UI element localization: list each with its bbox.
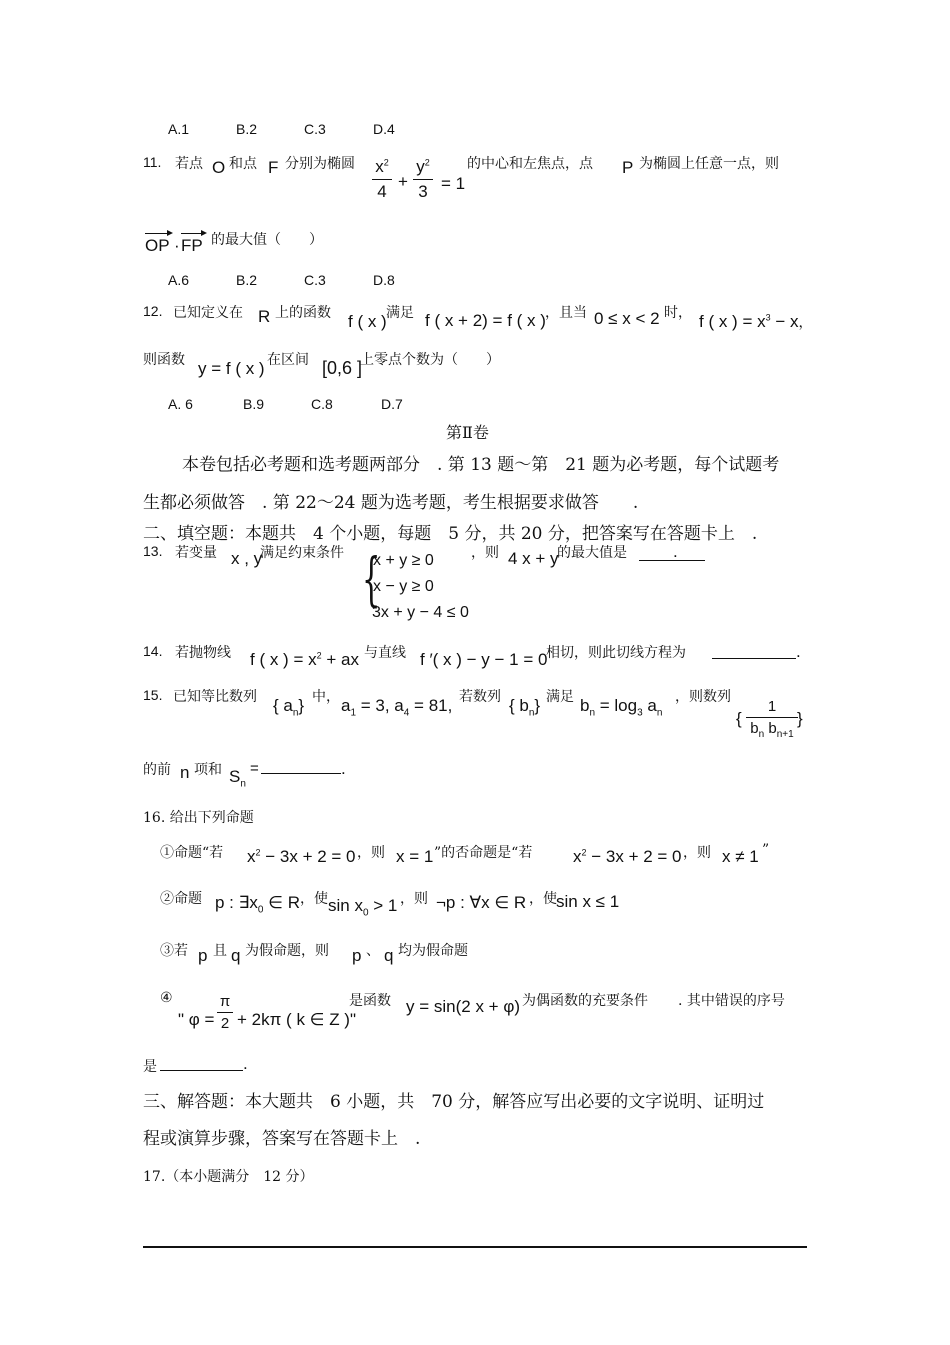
q13-constraint-2: x − y ≥ 0 [373, 578, 434, 595]
answer-blank[interactable] [160, 1056, 243, 1071]
q10-option-b: B.2 [236, 121, 258, 137]
q11-text: 若点 [175, 156, 203, 172]
q15-equals: = [250, 760, 259, 777]
q15-text: 的前 [143, 762, 171, 778]
part2-intro-line2: 生都必须做答 . 第 22～24 题为选考题，考生根据要求做答 . [143, 493, 639, 513]
q16-item1: ，则 [357, 845, 385, 861]
q16-item3: 、 [366, 943, 380, 959]
q16-item4: . 其中错误的序号 [678, 993, 785, 1009]
frac-num: 1 [767, 698, 777, 715]
frac-den: 3 [418, 182, 428, 201]
q15-n: n [180, 763, 190, 782]
q16-item4-math: + 2kπ ( k ∈ Z )" [237, 1010, 356, 1029]
q13-expression: 4 x + y [508, 549, 559, 568]
q15-values: $a_1 = 3$, $a_4 = 81$, [341, 696, 453, 719]
q13-text: ，则 [471, 545, 499, 561]
frac-den: $b_n$ $b_{n+1}$ [750, 720, 794, 740]
frac-den: 4 [377, 182, 387, 201]
q12-option-b: B.9 [243, 396, 265, 412]
q16-item2: ②命题 [160, 891, 202, 907]
vector-arrow-icon [145, 233, 171, 234]
q12-option-c: C.8 [311, 396, 333, 412]
q16-item3-p: p [198, 946, 208, 965]
footer-rule [143, 1246, 807, 1248]
q16-item1-math: $x^2 - 3x + 2 = 0$ [573, 847, 682, 866]
q11-eq-1: = 1 [441, 174, 466, 193]
q11-vector-fp: FP [181, 236, 203, 255]
q16-item4-math: " φ = [178, 1010, 215, 1029]
q11-fraction-y: $y^2$ 3 [413, 157, 433, 202]
q15-bn-definition: $b_n = \log_3 a_n$ [580, 696, 663, 719]
q16-item3: ③若 [160, 943, 188, 959]
q14-text: 若抛物线 [175, 645, 231, 661]
q16-item1-math: x ≠ 1 [722, 847, 759, 866]
q12-fx: f ( x ) [348, 312, 387, 331]
q11-vector-op: OP [145, 236, 170, 255]
q15-text: 中， [312, 689, 340, 705]
q16-period: . [243, 1054, 248, 1073]
q11-text: 的最大值（ ） [211, 232, 323, 248]
q16-item4-math: y = sin(2 x + φ) [406, 997, 521, 1016]
q16-item4: 为偶函数的充要条件 [522, 993, 648, 1009]
q13-vars: x , y [231, 549, 263, 568]
q16-answer-label: 是 [143, 1059, 157, 1075]
q10-option-d: D.4 [373, 121, 395, 137]
q12-text: 上的函数 [275, 305, 331, 321]
q12-text: 上零点个数为（ ） [360, 352, 500, 368]
q12-interval: [0,6 ] [322, 358, 363, 378]
q11-dot: · [174, 236, 180, 255]
q13-text: 的最大值是 [557, 545, 627, 561]
section3-heading-line1: 三、解答题：本大题共 6 小题，共 70 分，解答应写出必要的文字说明、证明过 [143, 1092, 765, 1112]
q13-period: . [673, 542, 678, 561]
q11-point-f: F [268, 158, 279, 177]
q15-brace-close: } [797, 709, 803, 728]
q12-option-a: A. 6 [168, 396, 193, 412]
q16-item3: 均为假命题 [398, 943, 468, 959]
q11-point-o: O [212, 158, 226, 177]
q14-text: 相切，则此切线方程为 [546, 645, 686, 661]
q15-text: ，则数列 [675, 689, 731, 705]
q13-constraint-1: x + y ≥ 0 [373, 552, 434, 569]
q16-item1: ①命题“若 [160, 845, 224, 861]
q15-text: 若数列 [459, 689, 501, 705]
q16-title: 16. 给出下列命题 [143, 810, 254, 826]
q11-text: 和点 [229, 156, 257, 172]
q12-number: 12. [143, 303, 163, 319]
q14-line: f ′( x ) − y − 1 = 0 [420, 650, 548, 669]
q12-text: 时， [664, 305, 692, 321]
q16-item2-math: p : $\exists x_0$ ∈ R [215, 893, 300, 916]
q12-text: ，且当 [545, 305, 587, 321]
q15-period: . [341, 759, 346, 778]
q12-option-d: D.7 [381, 396, 403, 412]
q12-definition: f ( x ) = $x^3 - x$， [699, 312, 813, 331]
q16-item2: ，使 [300, 891, 328, 907]
q11-option-b: B.2 [236, 272, 258, 288]
q16-item3-q: q [231, 946, 241, 965]
q13-number: 13. [143, 543, 163, 559]
q16-item1: ，则 [683, 845, 711, 861]
q12-text: 已知定义在 [173, 305, 243, 321]
q16-item1: ”的否命题是“若 [434, 845, 533, 861]
q12-r: R [258, 307, 271, 326]
q15-number: 15. [143, 687, 163, 703]
q16-item4: 是函数 [349, 993, 391, 1009]
q16-item1: ” [762, 842, 770, 858]
q16-item3-q: q [384, 946, 394, 965]
answer-blank[interactable] [261, 761, 341, 774]
q11-option-a: A.6 [168, 272, 190, 288]
q11-text: 分别为椭圆 [285, 156, 355, 172]
q11-point-p: P [622, 158, 634, 177]
q12-text: 满足 [386, 305, 414, 321]
q16-pi-fraction [217, 993, 233, 1032]
q12-text: 在区间 [267, 352, 309, 368]
frac-num: y [416, 157, 425, 176]
frac-num: x [375, 157, 384, 176]
q11-number: 11. [143, 154, 162, 170]
q10-option-a: A.1 [168, 121, 190, 137]
q15-sequence-bn: { $b_n$} [509, 696, 541, 719]
q14-text: 与直线 [364, 645, 406, 661]
q14-number: 14. [143, 643, 163, 659]
q11-fraction-x: $x^2$ 4 [372, 157, 392, 202]
q12-equation: f ( x + 2) = f ( x ) [425, 311, 546, 330]
q10-option-c: C.3 [304, 121, 326, 137]
section3-heading-line2: 程或演算步骤，答案写在答题卡上 . [143, 1129, 421, 1149]
part2-intro-line1: 本卷包括必考题和选考题两部分 . 第 13 题～第 21 题为必考题，每个试题考 [182, 455, 780, 475]
q12-text: 则函数 [143, 352, 185, 368]
q14-parabola: f ( x ) = $x^2$ + ax [250, 650, 359, 669]
answer-blank[interactable] [639, 546, 705, 561]
frac-den: 2 [220, 1015, 230, 1032]
q11-text: 为椭圆上任意一点，则 [639, 156, 779, 172]
q16-item2-math: ¬p : ∀x ∈ R [436, 893, 527, 912]
frac-num: π [219, 993, 231, 1010]
answer-blank[interactable] [712, 646, 796, 659]
q11-option-d: D.8 [373, 272, 395, 288]
q12-yfx: y = f ( x ) [198, 359, 265, 378]
left-brace-icon: { [362, 545, 381, 613]
q16-item3: 为假命题，则 [245, 943, 329, 959]
q15-brace-open: { [736, 709, 742, 728]
q13-text: 满足约束条件 [260, 545, 344, 561]
q16-item4: ④ [160, 990, 173, 1006]
q15-fraction [746, 698, 798, 740]
q16-item3-p: p [352, 946, 362, 965]
q16-item2: ，则 [400, 891, 428, 907]
q16-item2: ，使 [529, 891, 557, 907]
q15-sequence-an: { $a_n$} [273, 696, 305, 719]
q15-sn: $S_n$ [229, 767, 246, 790]
q11-plus: + [398, 172, 408, 191]
q17-heading: 17.（本小题满分 12 分） [143, 1169, 314, 1185]
q12-range: 0 ≤ x < 2 [594, 309, 660, 328]
q16-item2-math: sin x ≤ 1 [556, 892, 620, 911]
q11-text: 的中心和左焦点，点 [467, 156, 593, 172]
q15-text: 满足 [546, 689, 574, 705]
q16-item1-math: x = 1 [396, 847, 434, 866]
part2-heading: 第Ⅱ卷 [446, 423, 489, 442]
section2-heading: 二、填空题：本题共 4 个小题，每题 5 分，共 20 分，把答案写在答题卡上 . [143, 524, 758, 544]
q16-item1-math: $x^2 - 3x + 2 = 0$ [247, 847, 356, 866]
q15-text: 项和 [194, 762, 222, 778]
q14-period: . [796, 642, 801, 661]
q15-text: 已知等比数列 [173, 689, 257, 705]
q13-text: 若变量 [175, 545, 217, 561]
q11-option-c: C.3 [304, 272, 326, 288]
q13-constraint-3: 3x + y − 4 ≤ 0 [372, 604, 469, 621]
vector-arrow-icon [181, 233, 205, 234]
q16-item3: 且 [213, 943, 227, 959]
q16-item2-math: $\sin x_0 > 1$ [328, 896, 398, 919]
